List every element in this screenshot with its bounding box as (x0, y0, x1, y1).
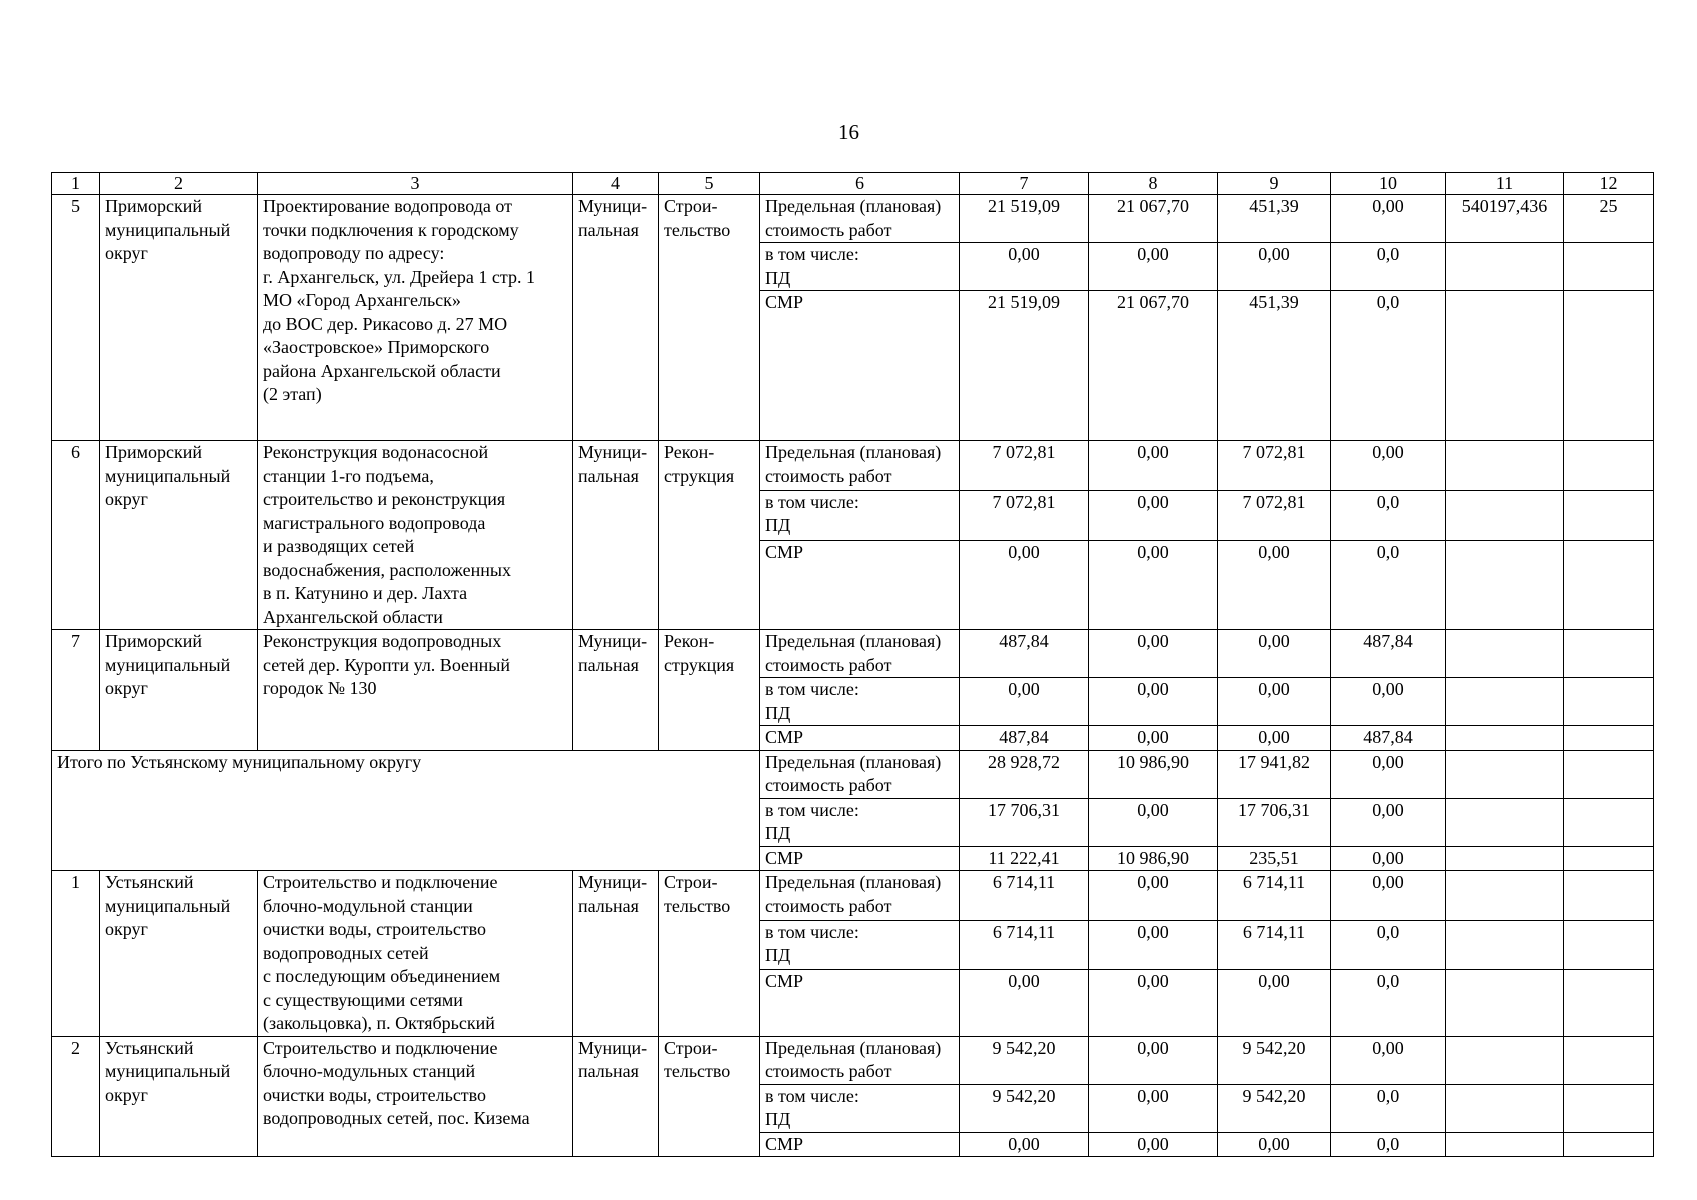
cost-label-cell: в том числе: ПД (760, 243, 960, 291)
empty-cell-12 (1564, 540, 1654, 629)
value-cell-10: 0,0 (1331, 970, 1446, 1036)
empty-cell-11 (1446, 970, 1564, 1036)
object-name-cell: Реконструкция водопроводных сетей дер. Куропти ул. Военный городок № 130 (258, 630, 573, 751)
value-cell-7: 0,00 (960, 970, 1089, 1036)
empty-cell-12 (1564, 243, 1654, 291)
value-cell-9: 7 072,81 (1218, 441, 1331, 491)
work-type-cell: Строи- тельство (659, 871, 760, 1037)
value-cell-11 (1446, 1036, 1564, 1084)
value-cell-7: 28 928,72 (960, 750, 1089, 798)
value-cell-10: 0,0 (1331, 243, 1446, 291)
value-cell-9: 9 542,20 (1218, 1084, 1331, 1132)
value-cell-8: 0,00 (1089, 630, 1218, 678)
ownership-cell: Муници- пальная (573, 441, 659, 630)
value-cell-10: 0,0 (1331, 490, 1446, 540)
value-cell-8: 0,00 (1089, 798, 1218, 846)
value-cell-7: 6 714,11 (960, 871, 1089, 921)
cost-label-cell: Предельная (плановая) стоимость работ (760, 441, 960, 491)
work-type-cell: Строи- тельство (659, 195, 760, 441)
empty-cell-11 (1446, 920, 1564, 970)
value-cell-8: 0,00 (1089, 540, 1218, 629)
value-cell-12 (1564, 1036, 1654, 1084)
value-cell-8: 0,00 (1089, 1084, 1218, 1132)
column-number: 5 (659, 173, 760, 195)
value-cell-8: 0,00 (1089, 490, 1218, 540)
value-cell-10: 0,00 (1331, 1036, 1446, 1084)
value-cell-7: 9 542,20 (960, 1036, 1089, 1084)
empty-cell-12 (1564, 970, 1654, 1036)
column-number: 9 (1218, 173, 1331, 195)
value-cell-12 (1564, 871, 1654, 921)
empty-cell-11 (1446, 243, 1564, 291)
cost-label-cell: СМР (760, 291, 960, 441)
value-cell-10: 0,00 (1331, 871, 1446, 921)
value-cell-12 (1564, 630, 1654, 678)
value-cell-9: 6 714,11 (1218, 871, 1331, 921)
empty-cell-11 (1446, 750, 1564, 798)
value-cell-8: 0,00 (1089, 1036, 1218, 1084)
table-row (52, 195, 1654, 243)
value-cell-12: 25 (1564, 195, 1654, 243)
value-cell-10: 487,84 (1331, 726, 1446, 751)
column-number: 11 (1446, 173, 1564, 195)
value-cell-10: 0,00 (1331, 441, 1446, 491)
cost-label-cell: в том числе: ПД (760, 798, 960, 846)
value-cell-7: 487,84 (960, 726, 1089, 751)
cost-label-cell: Предельная (плановая) стоимость работ (760, 1036, 960, 1084)
value-cell-8: 0,00 (1089, 970, 1218, 1036)
value-cell-11 (1446, 871, 1564, 921)
district-cell: Приморский муниципальный округ (100, 195, 258, 441)
value-cell-7: 21 519,09 (960, 291, 1089, 441)
value-cell-10: 0,0 (1331, 1132, 1446, 1157)
table-body (52, 173, 1654, 1157)
row-number: 7 (52, 630, 100, 751)
page-number: 16 (838, 120, 859, 144)
table-row (52, 630, 1654, 678)
empty-cell-11 (1446, 490, 1564, 540)
empty-cell-12 (1564, 920, 1654, 970)
value-cell-8: 0,00 (1089, 678, 1218, 726)
value-cell-8: 0,00 (1089, 243, 1218, 291)
value-cell-10: 0,0 (1331, 540, 1446, 629)
value-cell-8: 0,00 (1089, 871, 1218, 921)
cost-label-cell: СМР (760, 1132, 960, 1157)
value-cell-9: 0,00 (1218, 630, 1331, 678)
cost-label-cell: СМР (760, 540, 960, 629)
value-cell-10: 0,0 (1331, 1084, 1446, 1132)
value-cell-8: 0,00 (1089, 441, 1218, 491)
value-cell-9: 0,00 (1218, 540, 1331, 629)
value-cell-7: 487,84 (960, 630, 1089, 678)
work-type-cell: Строи- тельство (659, 1036, 760, 1157)
cost-label-cell: Предельная (плановая) стоимость работ (760, 871, 960, 921)
cost-label-cell: в том числе: ПД (760, 920, 960, 970)
empty-cell-11 (1446, 1084, 1564, 1132)
value-cell-8: 21 067,70 (1089, 195, 1218, 243)
value-cell-8: 10 986,90 (1089, 846, 1218, 871)
value-cell-9: 7 072,81 (1218, 490, 1331, 540)
value-cell-7: 0,00 (960, 243, 1089, 291)
ownership-cell: Муници- пальная (573, 871, 659, 1037)
column-number: 6 (760, 173, 960, 195)
value-cell-7: 0,00 (960, 1132, 1089, 1157)
value-cell-9: 451,39 (1218, 195, 1331, 243)
cost-label-cell: СМР (760, 846, 960, 871)
ownership-cell: Муници- пальная (573, 195, 659, 441)
value-cell-7: 7 072,81 (960, 441, 1089, 491)
table-row (52, 871, 1654, 921)
value-cell-9: 0,00 (1218, 726, 1331, 751)
value-cell-9: 17 706,31 (1218, 798, 1331, 846)
value-cell-7: 7 072,81 (960, 490, 1089, 540)
column-number: 7 (960, 173, 1089, 195)
empty-cell-12 (1564, 798, 1654, 846)
value-cell-9: 9 542,20 (1218, 1036, 1331, 1084)
empty-cell-11 (1446, 726, 1564, 751)
value-cell-9: 0,00 (1218, 970, 1331, 1036)
value-cell-11 (1446, 630, 1564, 678)
value-cell-9: 451,39 (1218, 291, 1331, 441)
value-cell-9: 17 941,82 (1218, 750, 1331, 798)
table-row (52, 1036, 1654, 1084)
value-cell-10: 0,00 (1331, 750, 1446, 798)
cost-label-cell: СМР (760, 726, 960, 751)
value-cell-10: 0,00 (1331, 195, 1446, 243)
value-cell-9: 0,00 (1218, 243, 1331, 291)
value-cell-9: 0,00 (1218, 1132, 1331, 1157)
value-cell-7: 6 714,11 (960, 920, 1089, 970)
district-cell: Устьянский муниципальный округ (100, 1036, 258, 1157)
value-cell-12 (1564, 441, 1654, 491)
work-type-cell: Рекон- струкция (659, 441, 760, 630)
empty-cell-12 (1564, 1084, 1654, 1132)
cost-label-cell: в том числе: ПД (760, 490, 960, 540)
empty-cell-11 (1446, 540, 1564, 629)
value-cell-9: 235,51 (1218, 846, 1331, 871)
district-cell: Приморский муниципальный округ (100, 630, 258, 751)
value-cell-7: 17 706,31 (960, 798, 1089, 846)
column-number: 8 (1089, 173, 1218, 195)
value-cell-9: 0,00 (1218, 678, 1331, 726)
district-cell: Устьянский муниципальный округ (100, 871, 258, 1037)
value-cell-9: 6 714,11 (1218, 920, 1331, 970)
empty-cell-12 (1564, 750, 1654, 798)
cost-label-cell: Предельная (плановая) стоимость работ (760, 195, 960, 243)
value-cell-8: 0,00 (1089, 1132, 1218, 1157)
column-number-row (52, 173, 1654, 195)
row-number: 2 (52, 1036, 100, 1157)
value-cell-11: 540197,436 (1446, 195, 1564, 243)
total-row (52, 750, 1654, 798)
value-cell-10: 0,00 (1331, 678, 1446, 726)
work-type-cell: Рекон- струкция (659, 630, 760, 751)
cost-label-cell: Предельная (плановая) стоимость работ (760, 630, 960, 678)
value-cell-7: 11 222,41 (960, 846, 1089, 871)
row-number: 5 (52, 195, 100, 441)
empty-cell-12 (1564, 726, 1654, 751)
total-label: Итого по Устьянскому муниципальному округу (52, 750, 760, 871)
object-name-cell: Строительство и подключение блочно-модульной станции очистки воды, строительство водопроводных сетей с последующим объединением с существующими сетями (закольцовка), п. Октябрьский (258, 871, 573, 1037)
column-number: 1 (52, 173, 100, 195)
value-cell-7: 9 542,20 (960, 1084, 1089, 1132)
value-cell-10: 0,0 (1331, 920, 1446, 970)
empty-cell-11 (1446, 291, 1564, 441)
empty-cell-12 (1564, 678, 1654, 726)
column-number: 4 (573, 173, 659, 195)
row-number: 1 (52, 871, 100, 1037)
empty-cell-11 (1446, 1132, 1564, 1157)
value-cell-8: 21 067,70 (1089, 291, 1218, 441)
ownership-cell: Муници- пальная (573, 630, 659, 751)
object-name-cell: Реконструкция водонасосной станции 1-го подъема, строительство и реконструкция магистрального водопровода и разводящих сетей водоснабжения, расположенных в п. Катунино и дер. Лахта Архангельской области (258, 441, 573, 630)
value-cell-10: 0,00 (1331, 798, 1446, 846)
value-cell-10: 0,00 (1331, 846, 1446, 871)
empty-cell-12 (1564, 846, 1654, 871)
empty-cell-11 (1446, 678, 1564, 726)
value-cell-10: 487,84 (1331, 630, 1446, 678)
value-cell-8: 0,00 (1089, 920, 1218, 970)
cost-label-cell: в том числе: ПД (760, 1084, 960, 1132)
empty-cell-11 (1446, 798, 1564, 846)
row-number: 6 (52, 441, 100, 630)
empty-cell-12 (1564, 1132, 1654, 1157)
cost-table (51, 172, 1654, 1157)
empty-cell-11 (1446, 846, 1564, 871)
object-name-cell: Строительство и подключение блочно-модульных станций очистки воды, строительство водопроводных сетей, пос. Кизема (258, 1036, 573, 1157)
value-cell-8: 0,00 (1089, 726, 1218, 751)
column-number: 12 (1564, 173, 1654, 195)
column-number: 2 (100, 173, 258, 195)
value-cell-11 (1446, 441, 1564, 491)
cost-label-cell: Предельная (плановая) стоимость работ (760, 750, 960, 798)
empty-cell-12 (1564, 490, 1654, 540)
object-name-cell: Проектирование водопровода от точки подключения к городскому водопроводу по адресу: г. Архангельск, ул. Дрейера 1 стр. 1 МО «Город Архангельск» до ВОС дер. Рикасово д. 27 МО «Заостровское» Приморского района Архангельской области (2 этап) (258, 195, 573, 441)
district-cell: Приморский муниципальный округ (100, 441, 258, 630)
value-cell-7: 21 519,09 (960, 195, 1089, 243)
cost-label-cell: СМР (760, 970, 960, 1036)
empty-cell-12 (1564, 291, 1654, 441)
value-cell-10: 0,0 (1331, 291, 1446, 441)
table-row (52, 441, 1654, 491)
value-cell-8: 10 986,90 (1089, 750, 1218, 798)
cost-label-cell: в том числе: ПД (760, 678, 960, 726)
column-number: 10 (1331, 173, 1446, 195)
ownership-cell: Муници- пальная (573, 1036, 659, 1157)
column-number: 3 (258, 173, 573, 195)
value-cell-7: 0,00 (960, 540, 1089, 629)
value-cell-7: 0,00 (960, 678, 1089, 726)
